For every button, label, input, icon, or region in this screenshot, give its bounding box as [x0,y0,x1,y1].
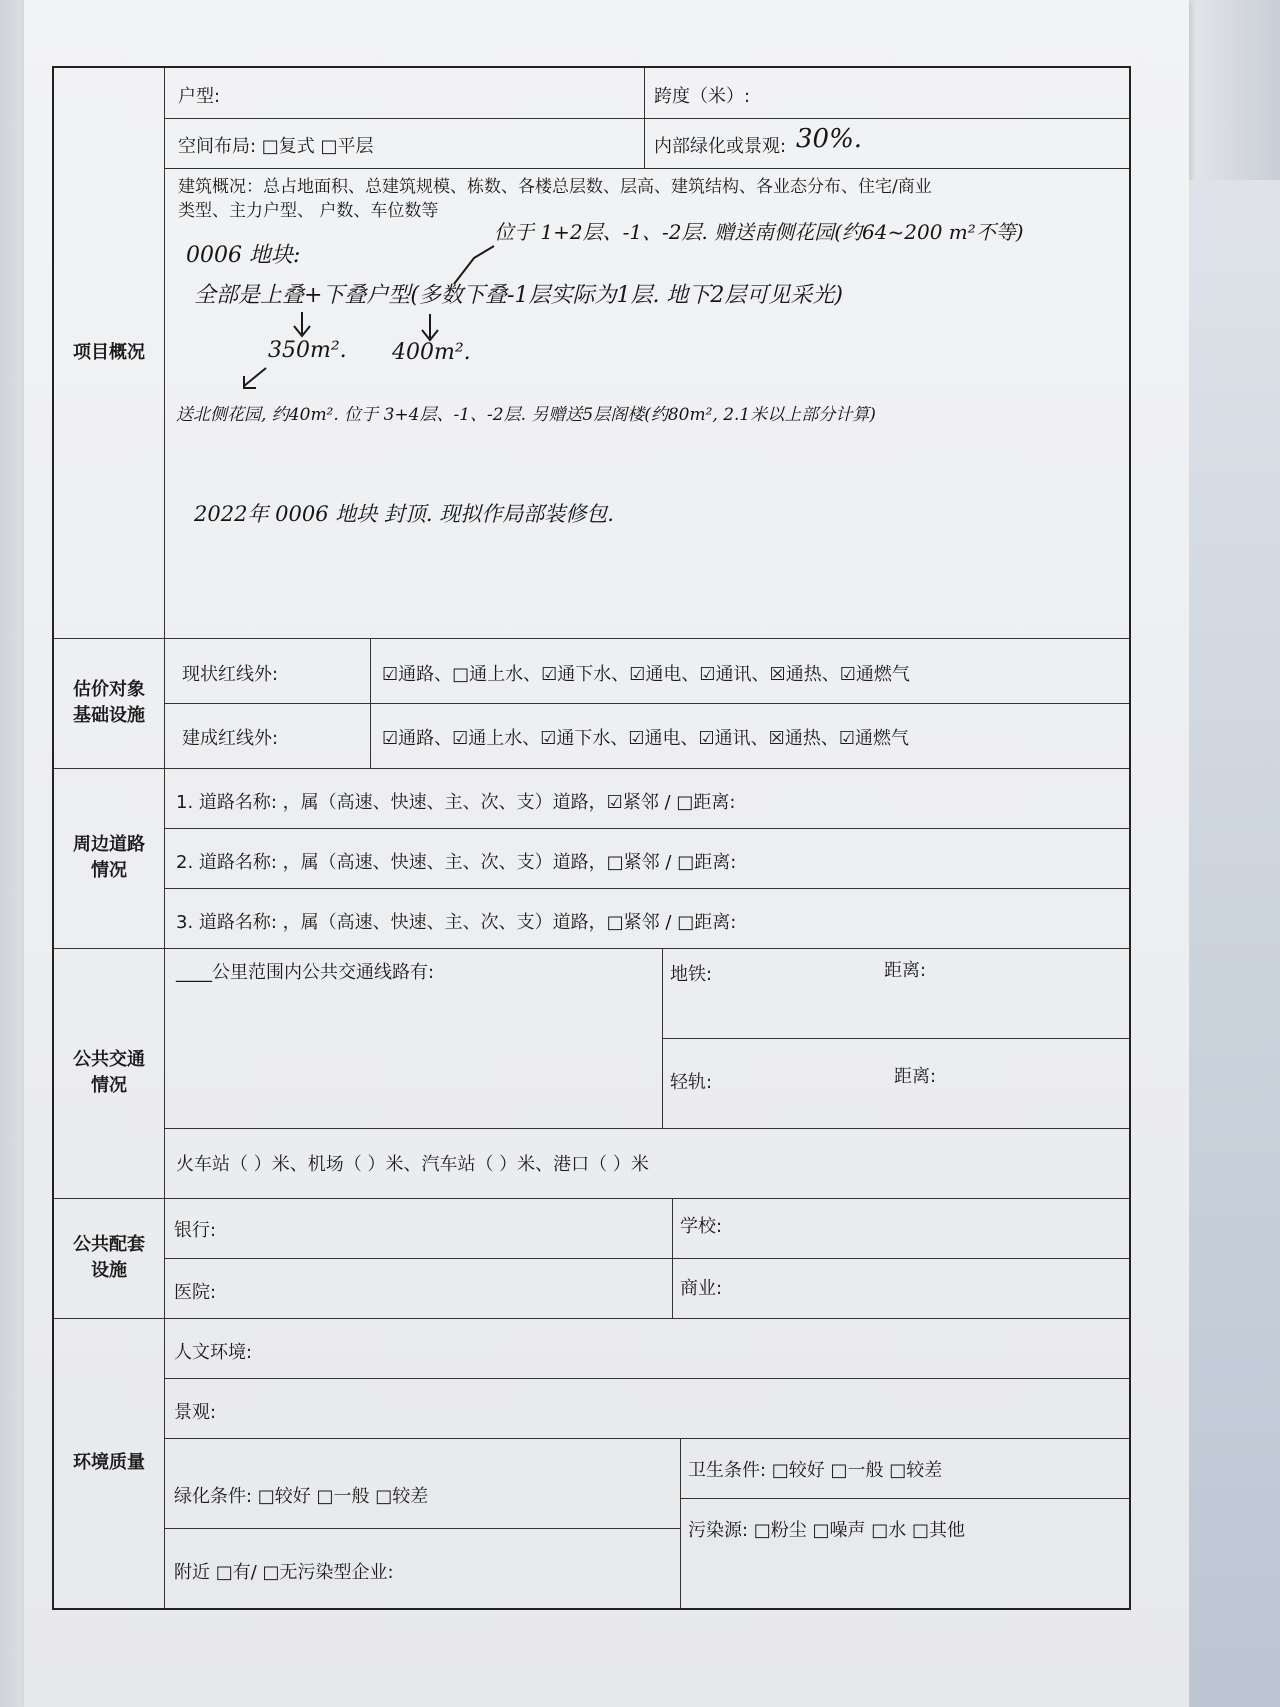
current-label: 现状红线外: [182,664,279,685]
bus-label: ____公里范围内公共交通线路有: [176,962,435,983]
unit-type-label: 户型: [178,86,221,107]
category-roads: 周边道路 情况 [54,768,165,948]
building-label-2: 类型、主力户型、 户数、车位数等 [178,201,439,221]
layout-label: 空间布局: □复式 □平层 [178,136,374,157]
road-2: 2. 道路名称: ，属（高速、快速、主、次、支）道路，□紧邻 / □距离: [176,852,737,873]
nearby-enterprises: 附近 □有/ □无污染型企业: [174,1562,394,1583]
handwriting-line4: 送北侧花园, 约40m². 位于 3+4层、-1、-2层. 另赠送5层阁楼(约80m², 2.1米以上部分计算) [176,405,876,425]
lightrail-distance: 距离: [894,1066,937,1087]
lightrail-label: 轻轨: [670,1072,713,1093]
commerce-label: 商业: [680,1278,723,1299]
span-label: 跨度（米）: [654,86,751,107]
greening-label: 内部绿化或景观: [654,136,787,157]
handwriting-plot: 0006 地块: [186,243,301,268]
pollution-label: 污染源: □粉尘 □噪声 □水 □其他 [688,1520,965,1541]
greening-value: 30%. [796,124,863,154]
category-project: 项目概况 [54,68,165,639]
category-facilities: 公共配套 设施 [54,1198,165,1318]
humanities-label: 人文环境: [174,1342,253,1363]
road-1: 1. 道路名称: ，属（高速、快速、主、次、支）道路，☑紧邻 / □距离: [176,792,736,813]
greening-conditions: 绿化条件: □较好 □一般 □较差 [174,1486,429,1507]
handwriting-line2: 全部是上叠+下叠户型(多数下叠-1层实际为1层. 地下2层可见采光) [194,283,844,308]
survey-form [52,66,1131,1610]
stations: 火车站（ ）米、机场（ ）米、汽车站（ ）米、港口（ ）米 [176,1154,649,1175]
category-environment: 环境质量 [54,1318,165,1608]
landscape-label: 景观: [174,1402,217,1423]
hospital-label: 医院: [174,1282,217,1303]
metro-distance: 距离: [884,960,927,981]
handwriting-area2: 400m². [392,340,471,365]
road-3: 3. 道路名称: ，属（高速、快速、主、次、支）道路，□紧邻 / □距离: [176,912,737,933]
handwriting-line1: 位于 1+2层、-1、-2层. 赠送南侧花园(约64~200 m²不等) [494,220,1024,244]
category-transit: 公共交通 情况 [54,948,165,1198]
bank-label: 银行: [174,1220,217,1241]
building-label: 建筑概况：总占地面积、总建筑规模、栋数、各楼总层数、层高、建筑结构、各业态分布、住宅/商业 [178,177,932,197]
built-label: 建成红线外: [182,728,279,749]
category-infrastructure: 估价对象 基础设施 [54,638,165,768]
built-items: ☑通路、☑通上水、☑通下水、☑通电、☑通讯、☒通热、☑通燃气 [382,728,909,749]
handwriting-line5: 2022年 0006 地块 封顶. 现拟作局部装修包. [194,502,614,526]
background-edge [1189,180,1280,1707]
current-items: ☑通路、□通上水、☑通下水、☑通电、☑通讯、☒通热、☑通燃气 [382,664,910,685]
handwriting-area1: 350m². [268,338,347,363]
sanitation-label: 卫生条件: □较好 □一般 □较差 [688,1460,943,1481]
metro-label: 地铁: [670,964,713,985]
school-label: 学校: [680,1216,723,1237]
